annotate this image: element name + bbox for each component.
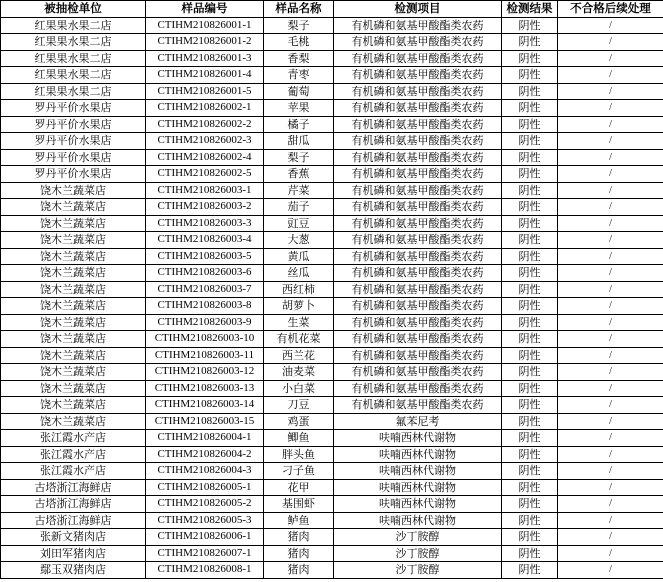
cell-unit: 饶木兰蔬菜店 [1, 232, 146, 249]
cell-test-item: 呋喃西林代谢物 [334, 512, 502, 529]
cell-sample-id: CTIHM210826002-1 [146, 100, 264, 117]
cell-result: 阴性 [502, 413, 558, 430]
cell-test-item: 沙丁胺醇 [334, 562, 502, 579]
cell-test-item: 有机磷和氨基甲酸酯类农药 [334, 298, 502, 315]
table-row [1, 479, 663, 496]
cell-followup: / [558, 364, 663, 381]
cell-followup: / [558, 512, 663, 529]
cell-sample-name: 刀豆 [264, 397, 334, 414]
cell-unit: 张江霞水产店 [1, 446, 146, 463]
cell-sample-id: CTIHM210826001-1 [146, 17, 264, 34]
cell-followup: / [558, 380, 663, 397]
cell-unit: 罗丹平价水果店 [1, 133, 146, 150]
table-row [1, 314, 663, 331]
cell-sample-name: 小白菜 [264, 380, 334, 397]
cell-result: 阴性 [502, 50, 558, 67]
cell-sample-id: CTIHM210826005-1 [146, 479, 264, 496]
cell-result: 阴性 [502, 149, 558, 166]
cell-followup: / [558, 215, 663, 232]
header-unit: 被抽检单位 [1, 1, 146, 18]
cell-unit: 红果果水果二店 [1, 17, 146, 34]
table-row [1, 149, 663, 166]
cell-sample-id: CTIHM210826002-3 [146, 133, 264, 150]
table-row [1, 116, 663, 133]
cell-followup: / [558, 248, 663, 265]
cell-sample-name: 青枣 [264, 67, 334, 84]
cell-sample-name: 有机花菜 [264, 331, 334, 348]
cell-result: 阴性 [502, 479, 558, 496]
cell-test-item: 有机磷和氨基甲酸酯类农药 [334, 67, 502, 84]
cell-unit: 饶木兰蔬菜店 [1, 199, 146, 216]
cell-sample-name: 苹果 [264, 100, 334, 117]
cell-test-item: 呋喃西林代谢物 [334, 446, 502, 463]
cell-result: 阴性 [502, 17, 558, 34]
cell-sample-id: CTIHM210826001-3 [146, 50, 264, 67]
table-row [1, 50, 663, 67]
table-row [1, 331, 663, 348]
cell-sample-id: CTIHM210826002-2 [146, 116, 264, 133]
cell-unit: 红果果水果二店 [1, 67, 146, 84]
cell-sample-name: 鲈鱼 [264, 512, 334, 529]
cell-sample-id: CTIHM210826006-1 [146, 529, 264, 546]
cell-sample-id: CTIHM210826005-3 [146, 512, 264, 529]
cell-unit: 饶木兰蔬菜店 [1, 331, 146, 348]
cell-unit: 饶木兰蔬菜店 [1, 281, 146, 298]
cell-sample-name: 香梨 [264, 50, 334, 67]
table-row [1, 529, 663, 546]
cell-sample-name: 丝瓜 [264, 265, 334, 282]
cell-test-item: 呋喃西林代谢物 [334, 430, 502, 447]
cell-followup: / [558, 265, 663, 282]
cell-sample-name: 毛桃 [264, 34, 334, 51]
cell-unit: 刘田军猪肉店 [1, 545, 146, 562]
table-row [1, 133, 663, 150]
cell-sample-id: CTIHM210826001-5 [146, 83, 264, 100]
cell-sample-id: CTIHM210826004-1 [146, 430, 264, 447]
cell-followup: / [558, 479, 663, 496]
cell-sample-name: 豇豆 [264, 215, 334, 232]
table-row [1, 446, 663, 463]
cell-sample-name: 梨子 [264, 17, 334, 34]
table-row [1, 562, 663, 579]
cell-sample-name: 猪肉 [264, 545, 334, 562]
cell-sample-id: CTIHM210826003-10 [146, 331, 264, 348]
cell-sample-name: 黄瓜 [264, 248, 334, 265]
cell-unit: 饶木兰蔬菜店 [1, 364, 146, 381]
table-row [1, 512, 663, 529]
cell-followup: / [558, 281, 663, 298]
cell-followup: / [558, 446, 663, 463]
cell-result: 阴性 [502, 248, 558, 265]
cell-followup: / [558, 67, 663, 84]
cell-test-item: 有机磷和氨基甲酸酯类农药 [334, 182, 502, 199]
cell-sample-id: CTIHM210826002-4 [146, 149, 264, 166]
cell-result: 阴性 [502, 430, 558, 447]
cell-sample-name: 大葱 [264, 232, 334, 249]
cell-sample-name: 西红柿 [264, 281, 334, 298]
header-test-item: 检测项目 [334, 1, 502, 18]
cell-result: 阴性 [502, 215, 558, 232]
cell-test-item: 有机磷和氨基甲酸酯类农药 [334, 17, 502, 34]
cell-sample-id: CTIHM210826004-3 [146, 463, 264, 480]
cell-test-item: 有机磷和氨基甲酸酯类农药 [334, 248, 502, 265]
cell-test-item: 有机磷和氨基甲酸酯类农药 [334, 50, 502, 67]
cell-result: 阴性 [502, 446, 558, 463]
cell-result: 阴性 [502, 347, 558, 364]
cell-sample-id: CTIHM210826003-8 [146, 298, 264, 315]
cell-result: 阴性 [502, 331, 558, 348]
cell-result: 阴性 [502, 463, 558, 480]
cell-sample-name: 梨子 [264, 149, 334, 166]
cell-test-item: 氟苯尼考 [334, 413, 502, 430]
cell-result: 阴性 [502, 562, 558, 579]
cell-followup: / [558, 182, 663, 199]
cell-test-item: 有机磷和氨基甲酸酯类农药 [334, 149, 502, 166]
cell-sample-name: 刁子鱼 [264, 463, 334, 480]
cell-sample-id: CTIHM210826003-4 [146, 232, 264, 249]
cell-sample-id: CTIHM210826002-5 [146, 166, 264, 183]
cell-test-item: 有机磷和氨基甲酸酯类农药 [334, 397, 502, 414]
cell-sample-name: 鲫鱼 [264, 430, 334, 447]
table-row [1, 364, 663, 381]
cell-sample-id: CTIHM210826001-4 [146, 67, 264, 84]
cell-unit: 红果果水果二店 [1, 83, 146, 100]
cell-sample-id: CTIHM210826003-3 [146, 215, 264, 232]
cell-unit: 饶木兰蔬菜店 [1, 314, 146, 331]
cell-test-item: 沙丁胺醇 [334, 529, 502, 546]
header-sample-name: 样品名称 [264, 1, 334, 18]
header-followup: 不合格后续处理 [558, 1, 663, 18]
cell-followup: / [558, 562, 663, 579]
cell-sample-name: 鸡蛋 [264, 413, 334, 430]
cell-followup: / [558, 314, 663, 331]
cell-test-item: 呋喃西林代谢物 [334, 463, 502, 480]
cell-sample-name: 胡萝卜 [264, 298, 334, 315]
cell-followup: / [558, 298, 663, 315]
cell-result: 阴性 [502, 182, 558, 199]
cell-test-item: 有机磷和氨基甲酸酯类农药 [334, 83, 502, 100]
cell-test-item: 有机磷和氨基甲酸酯类农药 [334, 347, 502, 364]
cell-sample-id: CTIHM210826003-6 [146, 265, 264, 282]
cell-followup: / [558, 463, 663, 480]
cell-sample-id: CTIHM210826005-2 [146, 496, 264, 513]
cell-test-item: 有机磷和氨基甲酸酯类农药 [334, 232, 502, 249]
table-row [1, 100, 663, 117]
table-row [1, 265, 663, 282]
cell-followup: / [558, 100, 663, 117]
table-row [1, 182, 663, 199]
cell-sample-name: 葡萄 [264, 83, 334, 100]
cell-result: 阴性 [502, 232, 558, 249]
table-row [1, 17, 663, 34]
cell-sample-name: 猪肉 [264, 562, 334, 579]
cell-test-item: 有机磷和氨基甲酸酯类农药 [334, 133, 502, 150]
table-row [1, 397, 663, 414]
cell-result: 阴性 [502, 298, 558, 315]
table-row [1, 166, 663, 183]
cell-followup: / [558, 116, 663, 133]
cell-test-item: 有机磷和氨基甲酸酯类农药 [334, 364, 502, 381]
cell-sample-id: CTIHM210826007-1 [146, 545, 264, 562]
cell-result: 阴性 [502, 100, 558, 117]
cell-sample-name: 芹菜 [264, 182, 334, 199]
cell-followup: / [558, 166, 663, 183]
cell-unit: 饶木兰蔬菜店 [1, 265, 146, 282]
cell-followup: / [558, 133, 663, 150]
cell-sample-id: CTIHM210826003-12 [146, 364, 264, 381]
cell-test-item: 有机磷和氨基甲酸酯类农药 [334, 265, 502, 282]
cell-unit: 罗丹平价水果店 [1, 116, 146, 133]
cell-unit: 古塔浙江海鲜店 [1, 479, 146, 496]
cell-result: 阴性 [502, 83, 558, 100]
cell-test-item: 有机磷和氨基甲酸酯类农药 [334, 199, 502, 216]
cell-result: 阴性 [502, 496, 558, 513]
header-result: 检测结果 [502, 1, 558, 18]
cell-sample-id: CTIHM210826003-13 [146, 380, 264, 397]
cell-sample-id: CTIHM210826003-5 [146, 248, 264, 265]
table-row [1, 281, 663, 298]
cell-result: 阴性 [502, 133, 558, 150]
cell-sample-name: 油麦菜 [264, 364, 334, 381]
cell-unit: 罗丹平价水果店 [1, 166, 146, 183]
table-row [1, 413, 663, 430]
cell-sample-name: 橘子 [264, 116, 334, 133]
table-row [1, 463, 663, 480]
cell-sample-name: 猪肉 [264, 529, 334, 546]
cell-unit: 饶木兰蔬菜店 [1, 413, 146, 430]
cell-unit: 饶木兰蔬菜店 [1, 380, 146, 397]
cell-test-item: 有机磷和氨基甲酸酯类农药 [334, 116, 502, 133]
cell-result: 阴性 [502, 314, 558, 331]
cell-test-item: 有机磷和氨基甲酸酯类农药 [334, 314, 502, 331]
cell-result: 阴性 [502, 67, 558, 84]
cell-followup: / [558, 496, 663, 513]
table-row [1, 347, 663, 364]
table-row [1, 496, 663, 513]
cell-sample-name: 胖头鱼 [264, 446, 334, 463]
cell-test-item: 有机磷和氨基甲酸酯类农药 [334, 34, 502, 51]
cell-sample-name: 基围虾 [264, 496, 334, 513]
cell-result: 阴性 [502, 529, 558, 546]
cell-unit: 饶木兰蔬菜店 [1, 397, 146, 414]
cell-sample-name: 花甲 [264, 479, 334, 496]
cell-followup: / [558, 83, 663, 100]
cell-result: 阴性 [502, 545, 558, 562]
cell-result: 阴性 [502, 397, 558, 414]
cell-result: 阴性 [502, 166, 558, 183]
cell-followup: / [558, 430, 663, 447]
cell-result: 阴性 [502, 199, 558, 216]
table-row [1, 298, 663, 315]
cell-result: 阴性 [502, 281, 558, 298]
cell-test-item: 有机磷和氨基甲酸酯类农药 [334, 331, 502, 348]
cell-sample-id: CTIHM210826003-9 [146, 314, 264, 331]
cell-sample-name: 茄子 [264, 199, 334, 216]
table-row [1, 83, 663, 100]
cell-followup: / [558, 17, 663, 34]
cell-test-item: 沙丁胺醇 [334, 545, 502, 562]
cell-followup: / [558, 347, 663, 364]
cell-unit: 罗丹平价水果店 [1, 100, 146, 117]
cell-followup: / [558, 331, 663, 348]
cell-result: 阴性 [502, 512, 558, 529]
table-row [1, 248, 663, 265]
cell-followup: / [558, 232, 663, 249]
cell-followup: / [558, 199, 663, 216]
table-row [1, 67, 663, 84]
cell-result: 阴性 [502, 265, 558, 282]
cell-unit: 罗丹平价水果店 [1, 149, 146, 166]
table-row [1, 199, 663, 216]
cell-sample-id: CTIHM210826003-11 [146, 347, 264, 364]
cell-unit: 红果果水果二店 [1, 50, 146, 67]
cell-sample-name: 西兰花 [264, 347, 334, 364]
cell-unit: 饶木兰蔬菜店 [1, 298, 146, 315]
table-row [1, 430, 663, 447]
cell-unit: 张江霞水产店 [1, 463, 146, 480]
cell-test-item: 有机磷和氨基甲酸酯类农药 [334, 281, 502, 298]
cell-followup: / [558, 50, 663, 67]
cell-unit: 饶木兰蔬菜店 [1, 182, 146, 199]
header-row [1, 1, 663, 18]
cell-unit: 古塔浙江海鲜店 [1, 496, 146, 513]
cell-test-item: 呋喃西林代谢物 [334, 496, 502, 513]
cell-sample-name: 香蕉 [264, 166, 334, 183]
cell-result: 阴性 [502, 364, 558, 381]
header-sample-id: 样品编号 [146, 1, 264, 18]
cell-unit: 张江霞水产店 [1, 430, 146, 447]
cell-test-item: 呋喃西林代谢物 [334, 479, 502, 496]
cell-sample-id: CTIHM210826001-2 [146, 34, 264, 51]
cell-followup: / [558, 529, 663, 546]
cell-sample-id: CTIHM210826003-7 [146, 281, 264, 298]
table-row [1, 545, 663, 562]
cell-followup: / [558, 149, 663, 166]
cell-followup: / [558, 413, 663, 430]
table-row [1, 34, 663, 51]
cell-result: 阴性 [502, 116, 558, 133]
cell-sample-id: CTIHM210826003-15 [146, 413, 264, 430]
cell-unit: 张新文猪肉店 [1, 529, 146, 546]
cell-unit: 饶木兰蔬菜店 [1, 215, 146, 232]
cell-result: 阴性 [502, 34, 558, 51]
cell-unit: 鄢玉双猪肉店 [1, 562, 146, 579]
cell-unit: 古塔浙江海鲜店 [1, 512, 146, 529]
cell-followup: / [558, 34, 663, 51]
cell-sample-id: CTIHM210826004-2 [146, 446, 264, 463]
table-row [1, 232, 663, 249]
cell-followup: / [558, 545, 663, 562]
cell-sample-id: CTIHM210826008-1 [146, 562, 264, 579]
cell-unit: 饶木兰蔬菜店 [1, 248, 146, 265]
cell-test-item: 有机磷和氨基甲酸酯类农药 [334, 380, 502, 397]
cell-sample-name: 生菜 [264, 314, 334, 331]
cell-test-item: 有机磷和氨基甲酸酯类农药 [334, 100, 502, 117]
cell-followup: / [558, 397, 663, 414]
cell-sample-id: CTIHM210826003-2 [146, 199, 264, 216]
cell-sample-id: CTIHM210826003-1 [146, 182, 264, 199]
cell-unit: 饶木兰蔬菜店 [1, 347, 146, 364]
cell-test-item: 有机磷和氨基甲酸酯类农药 [334, 166, 502, 183]
cell-test-item: 有机磷和氨基甲酸酯类农药 [334, 215, 502, 232]
cell-sample-id: CTIHM210826003-14 [146, 397, 264, 414]
table-row [1, 215, 663, 232]
cell-result: 阴性 [502, 380, 558, 397]
cell-sample-name: 甜瓜 [264, 133, 334, 150]
cell-unit: 红果果水果二店 [1, 34, 146, 51]
table-row [1, 380, 663, 397]
